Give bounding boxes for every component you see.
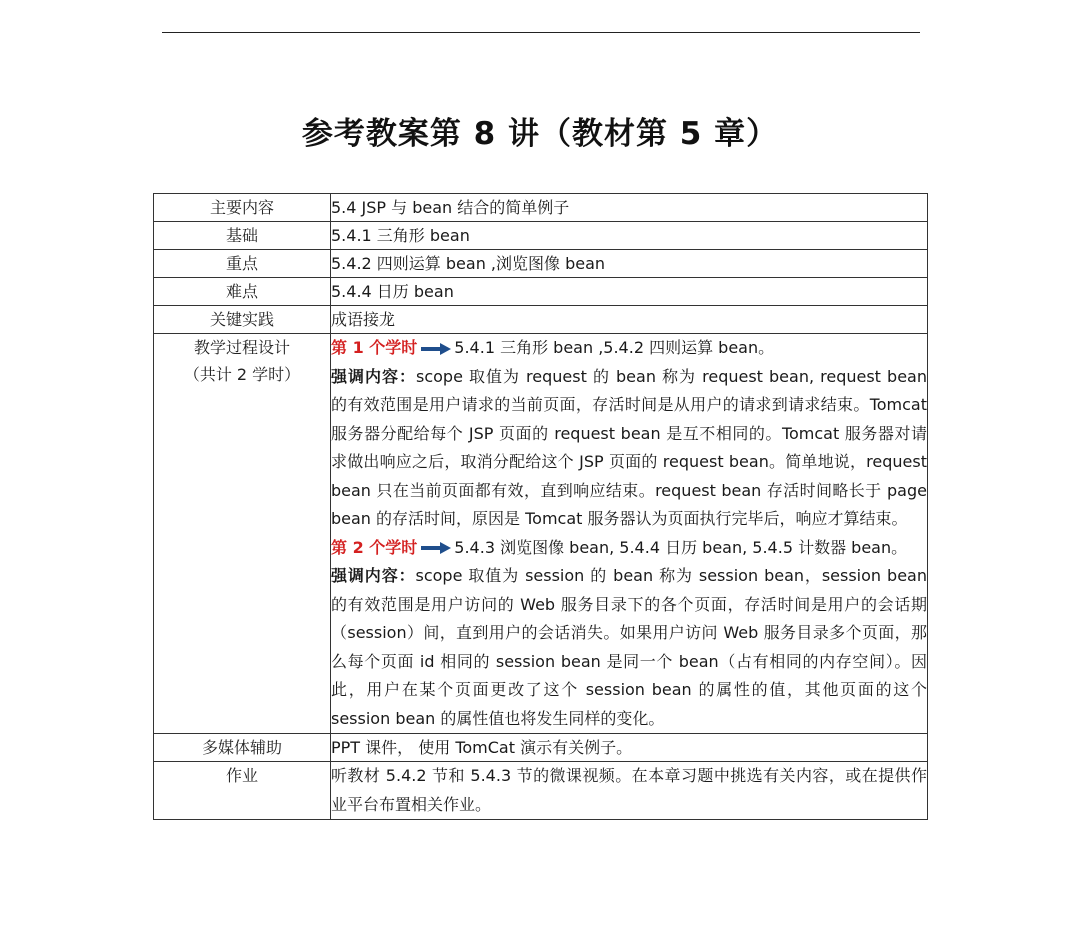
row-label-practice: 关键实践 [154,306,331,334]
table-row [154,762,928,820]
lesson-plan-table [153,193,928,820]
row-value-practice: 成语接龙 [331,306,928,334]
hour1-emph-label: 强调内容： [331,366,416,386]
hour2-text: scope 取值为 session 的 bean 称为 session bean，session bean 的有效范围是用户访问的 Web 服务目录下的各个页面，存活时间是用户的会话期（session）间，直到用户的会话消失。如果用户访问 Web 服务目录多个页面，那么每个页面 id 相同的 session bean 是同一个 bean（占有相同的内存空间）。因此，用户在某个页面更改了这个 session bean 的属性的值，其他页面的这个 session bean 的属性值也将发生同样的变化。 [331,566,927,728]
table-row [154,306,928,334]
row-value-main-content: 5.4 JSP 与 bean 结合的简单例子 [331,194,928,222]
row-value-key-points: 5.4.2 四则运算 bean ,浏览图像 bean [331,250,928,278]
table-row [154,334,928,734]
row-value-basics: 5.4.1 三角形 bean [331,222,928,250]
row-value-homework: 听教材 5.4.2 节和 5.4.3 节的微课视频。在本章习题中挑选有关内容，或在提供作业平台布置相关作业。 [331,762,928,820]
hour1-emphasis [331,363,927,534]
page-title: 参考教案第 8 讲（教材第 5 章） [301,116,779,152]
hour2-topics: 5.4.3 浏览图像 bean, 5.4.4 日历 bean, 5.4.5 计数器 bean。 [454,537,908,557]
row-value-process [331,334,928,734]
row-label-multimedia: 多媒体辅助 [154,734,331,762]
hour1-title: 第 1 个学时 [331,338,418,357]
row-label-key-points: 重点 [154,250,331,278]
hour2-emphasis [331,562,927,733]
right-arrow-icon [421,542,451,554]
row-label-homework: 作业 [154,762,331,820]
hour2-emph-label: 强调内容： [331,566,416,585]
hour1-header [331,334,927,363]
process-label-line2: （共计 2 学时） [183,365,301,384]
row-label-main-content: 主要内容 [154,194,331,222]
table-row [154,734,928,762]
row-value-difficulty: 5.4.4 日历 bean [331,278,928,306]
right-arrow-icon [421,343,451,355]
row-value-multimedia: PPT 课件， 使用 TomCat 演示有关例子。 [331,734,928,762]
table-row [154,194,928,222]
header-rule [162,32,920,33]
row-label-difficulty: 难点 [154,278,331,306]
hour1-text: scope 取值为 request 的 bean 称为 request bean, request bean 的有效范围是用户请求的当前页面，存活时间是从用户的请求到请求结束。Tomcat 服务器分配给每个 JSP 页面的 request bean 是互不相同的。Tomcat 服务器对请求做出响应之后，取消分配给这个 JSP 页面的 request bean。简单地说，request bean 只在当前页面都有效，直到响应结束。request bean 存活时间略长于 page bean 的存活时间，原因是 Tomcat 服务器认为页面执行完毕后，响应才算结束。 [331,366,927,528]
hour2-header [331,534,927,563]
table-row [154,278,928,306]
row-label-process [154,334,331,734]
table-row [154,222,928,250]
process-label-line1: 教学过程设计 [193,338,290,357]
row-label-basics: 基础 [154,222,331,250]
hour2-title: 第 2 个学时 [331,537,418,557]
hour1-topics: 5.4.1 三角形 bean ,5.4.2 四则运算 bean。 [454,338,775,357]
table-row [154,250,928,278]
